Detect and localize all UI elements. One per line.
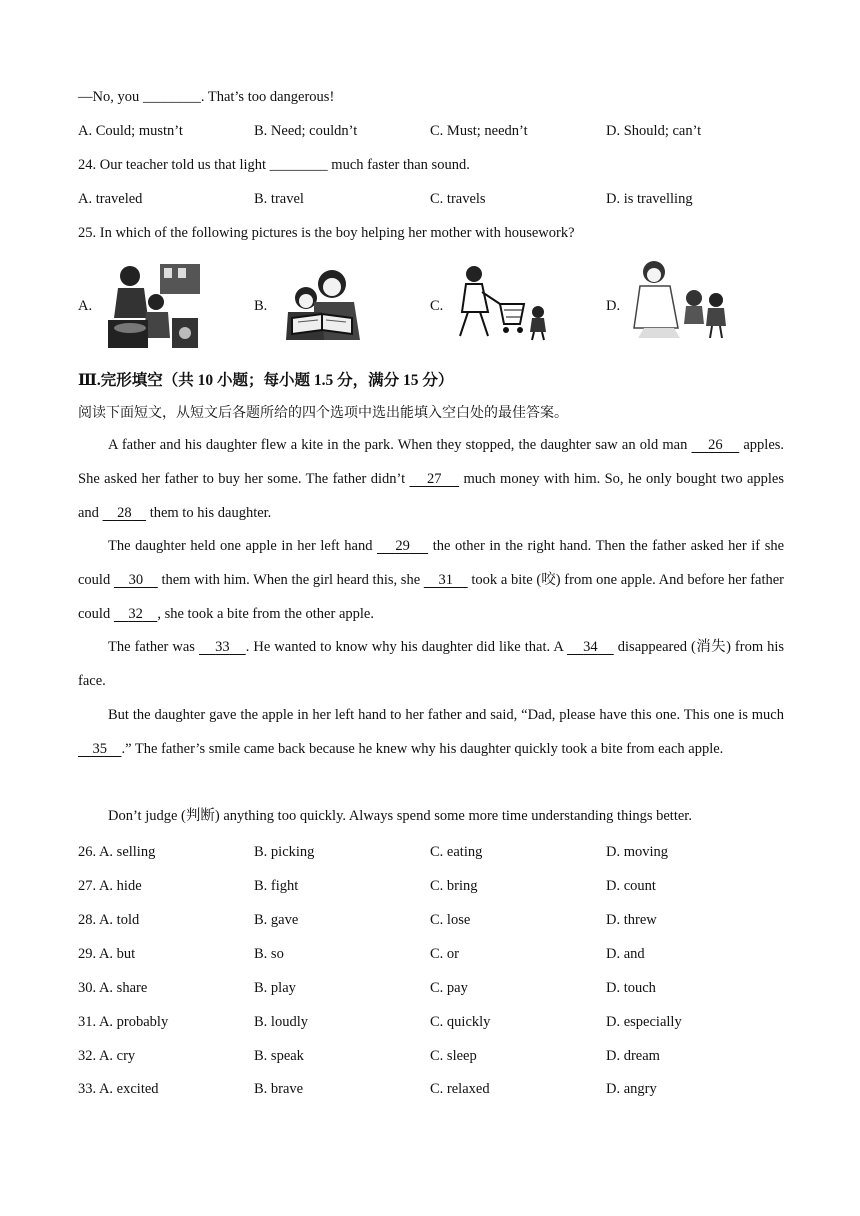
- question-31: [78, 1014, 788, 1034]
- q32-option-a[interactable]: 32. A. cry: [78, 1048, 136, 1064]
- q28-option-d[interactable]: D. threw: [606, 912, 657, 928]
- question-33: [78, 1081, 788, 1101]
- blank-31: 31: [438, 571, 454, 588]
- q25-stem: 25. In which of the following pictures is the boy helping her mother with housework?: [78, 225, 575, 241]
- q24-option-c[interactable]: C. travels: [430, 191, 486, 207]
- passage-paragraph-5: Don’t judge (判断) anything too quickly. Always spend some more time understanding things better.: [108, 808, 692, 824]
- q25-option-a[interactable]: A.: [78, 298, 93, 314]
- q25-option-c[interactable]: C.: [430, 298, 444, 314]
- q32-option-c[interactable]: C. sleep: [430, 1048, 477, 1064]
- q33-option-c[interactable]: C. relaxed: [430, 1081, 490, 1097]
- q32-option-b[interactable]: B. speak: [254, 1048, 304, 1064]
- picture-c-icon[interactable]: [452, 262, 556, 342]
- q23-option-b[interactable]: B. Need; couldn’t: [254, 123, 358, 139]
- q31-option-b[interactable]: B. loudly: [254, 1014, 308, 1030]
- q29-option-b[interactable]: B. so: [254, 946, 284, 962]
- q29-option-c[interactable]: C. or: [430, 946, 459, 962]
- q25-option-b[interactable]: B.: [254, 298, 268, 314]
- question-27: [78, 878, 788, 898]
- q24-options: [78, 191, 788, 211]
- q30-option-a[interactable]: 30. A. share: [78, 980, 148, 996]
- q30-option-c[interactable]: C. pay: [430, 980, 468, 996]
- passage-paragraph-3: The father was 33 . He wanted to know why his daughter did like that. A 34 disappeared (消失) from his face.: [78, 639, 785, 689]
- blank-27: 27: [427, 470, 442, 487]
- q27-option-a[interactable]: 27. A. hide: [78, 878, 142, 894]
- question-32: [78, 1048, 788, 1068]
- q31-option-a[interactable]: 31. A. probably: [78, 1014, 169, 1030]
- q33-option-d[interactable]: D. angry: [606, 1081, 657, 1097]
- blank-35: 35: [92, 740, 107, 757]
- q27-option-c[interactable]: C. bring: [430, 878, 478, 894]
- question-29: [78, 946, 788, 966]
- q31-option-c[interactable]: C. quickly: [430, 1014, 491, 1030]
- blank-26: 26: [708, 437, 723, 453]
- q23-option-c[interactable]: C. Must; needn’t: [430, 123, 528, 139]
- q28-option-b[interactable]: B. gave: [254, 912, 299, 928]
- section-instruction: 阅读下面短文，从短文后各题所给的四个选项中选出能填入空白处的最佳答案。: [78, 406, 568, 421]
- q23-option-d[interactable]: D. Should; can’t: [606, 123, 702, 139]
- question-28: [78, 912, 788, 932]
- q32-option-d[interactable]: D. dream: [606, 1048, 660, 1064]
- q33-option-a[interactable]: 33. A. excited: [78, 1081, 159, 1097]
- blank-30: 30: [128, 571, 144, 588]
- q24-option-a[interactable]: A. traveled: [78, 191, 143, 207]
- q24-option-b[interactable]: B. travel: [254, 191, 304, 207]
- picture-d-icon[interactable]: [630, 258, 734, 348]
- q27-option-b[interactable]: B. fight: [254, 878, 299, 894]
- q29-option-d[interactable]: D. and: [606, 946, 645, 962]
- blank-29: 29: [395, 538, 410, 554]
- q33-option-b[interactable]: B. brave: [254, 1081, 304, 1097]
- q26-option-d[interactable]: D. moving: [606, 844, 669, 860]
- q30-option-d[interactable]: D. touch: [606, 980, 656, 996]
- blank-33: 33: [215, 639, 230, 655]
- passage-paragraph-2: The daughter held one apple in her left hand 29 the other in the right hand. Then the father asked her if she could 30 them with him. When the girl heard this, she 31 took a bite (咬) from one apple. And before her father could 32 , she took a bite from the other apple.: [78, 538, 785, 622]
- q23-answer-line: —No, you ________. That’s too dangerous!: [78, 89, 335, 105]
- q26-option-c[interactable]: C. eating: [430, 844, 483, 860]
- q27-option-d[interactable]: D. count: [606, 878, 656, 894]
- q29-option-a[interactable]: 29. A. but: [78, 946, 136, 962]
- question-30: [78, 980, 788, 1000]
- q28-option-a[interactable]: 28. A. told: [78, 912, 140, 928]
- q28-option-c[interactable]: C. lose: [430, 912, 471, 928]
- picture-b-icon[interactable]: [278, 262, 366, 342]
- q23-options: [78, 123, 788, 143]
- q25-option-d[interactable]: D.: [606, 298, 621, 314]
- q30-option-b[interactable]: B. play: [254, 980, 296, 996]
- blank-28: 28: [117, 504, 132, 521]
- q26-option-b[interactable]: B. picking: [254, 844, 315, 860]
- section-title: Ⅲ.完形填空（共 10 小题；每小题 1.5 分，满分 15 分）: [78, 372, 454, 389]
- q31-option-d[interactable]: D. especially: [606, 1014, 682, 1030]
- blank-32: 32: [128, 605, 143, 622]
- q23-option-a[interactable]: A. Could; mustn’t: [78, 123, 183, 139]
- question-26: [78, 844, 788, 864]
- q26-option-a[interactable]: 26. A. selling: [78, 844, 156, 860]
- passage-paragraph-4: But the daughter gave the apple in her left hand to her father and said, “Dad, please have this one. This one is much 35 .” The father’s smile came back because he knew why his daughter quickly took a bite from each apple.: [78, 699, 784, 767]
- q24-stem: 24. Our teacher told us that light ________ much faster than sound.: [78, 157, 470, 173]
- q24-option-d[interactable]: D. is travelling: [606, 191, 693, 207]
- blank-34: 34: [583, 639, 598, 655]
- passage-paragraph-1: A father and his daughter flew a kite in the park. When they stopped, the daughter saw an old man 26 apples. She asked her father to buy her some. The father didn’t 27 much money with him. So, he only bought two apples and 28 them to his daughter.: [78, 437, 785, 521]
- picture-a-icon[interactable]: [100, 258, 204, 352]
